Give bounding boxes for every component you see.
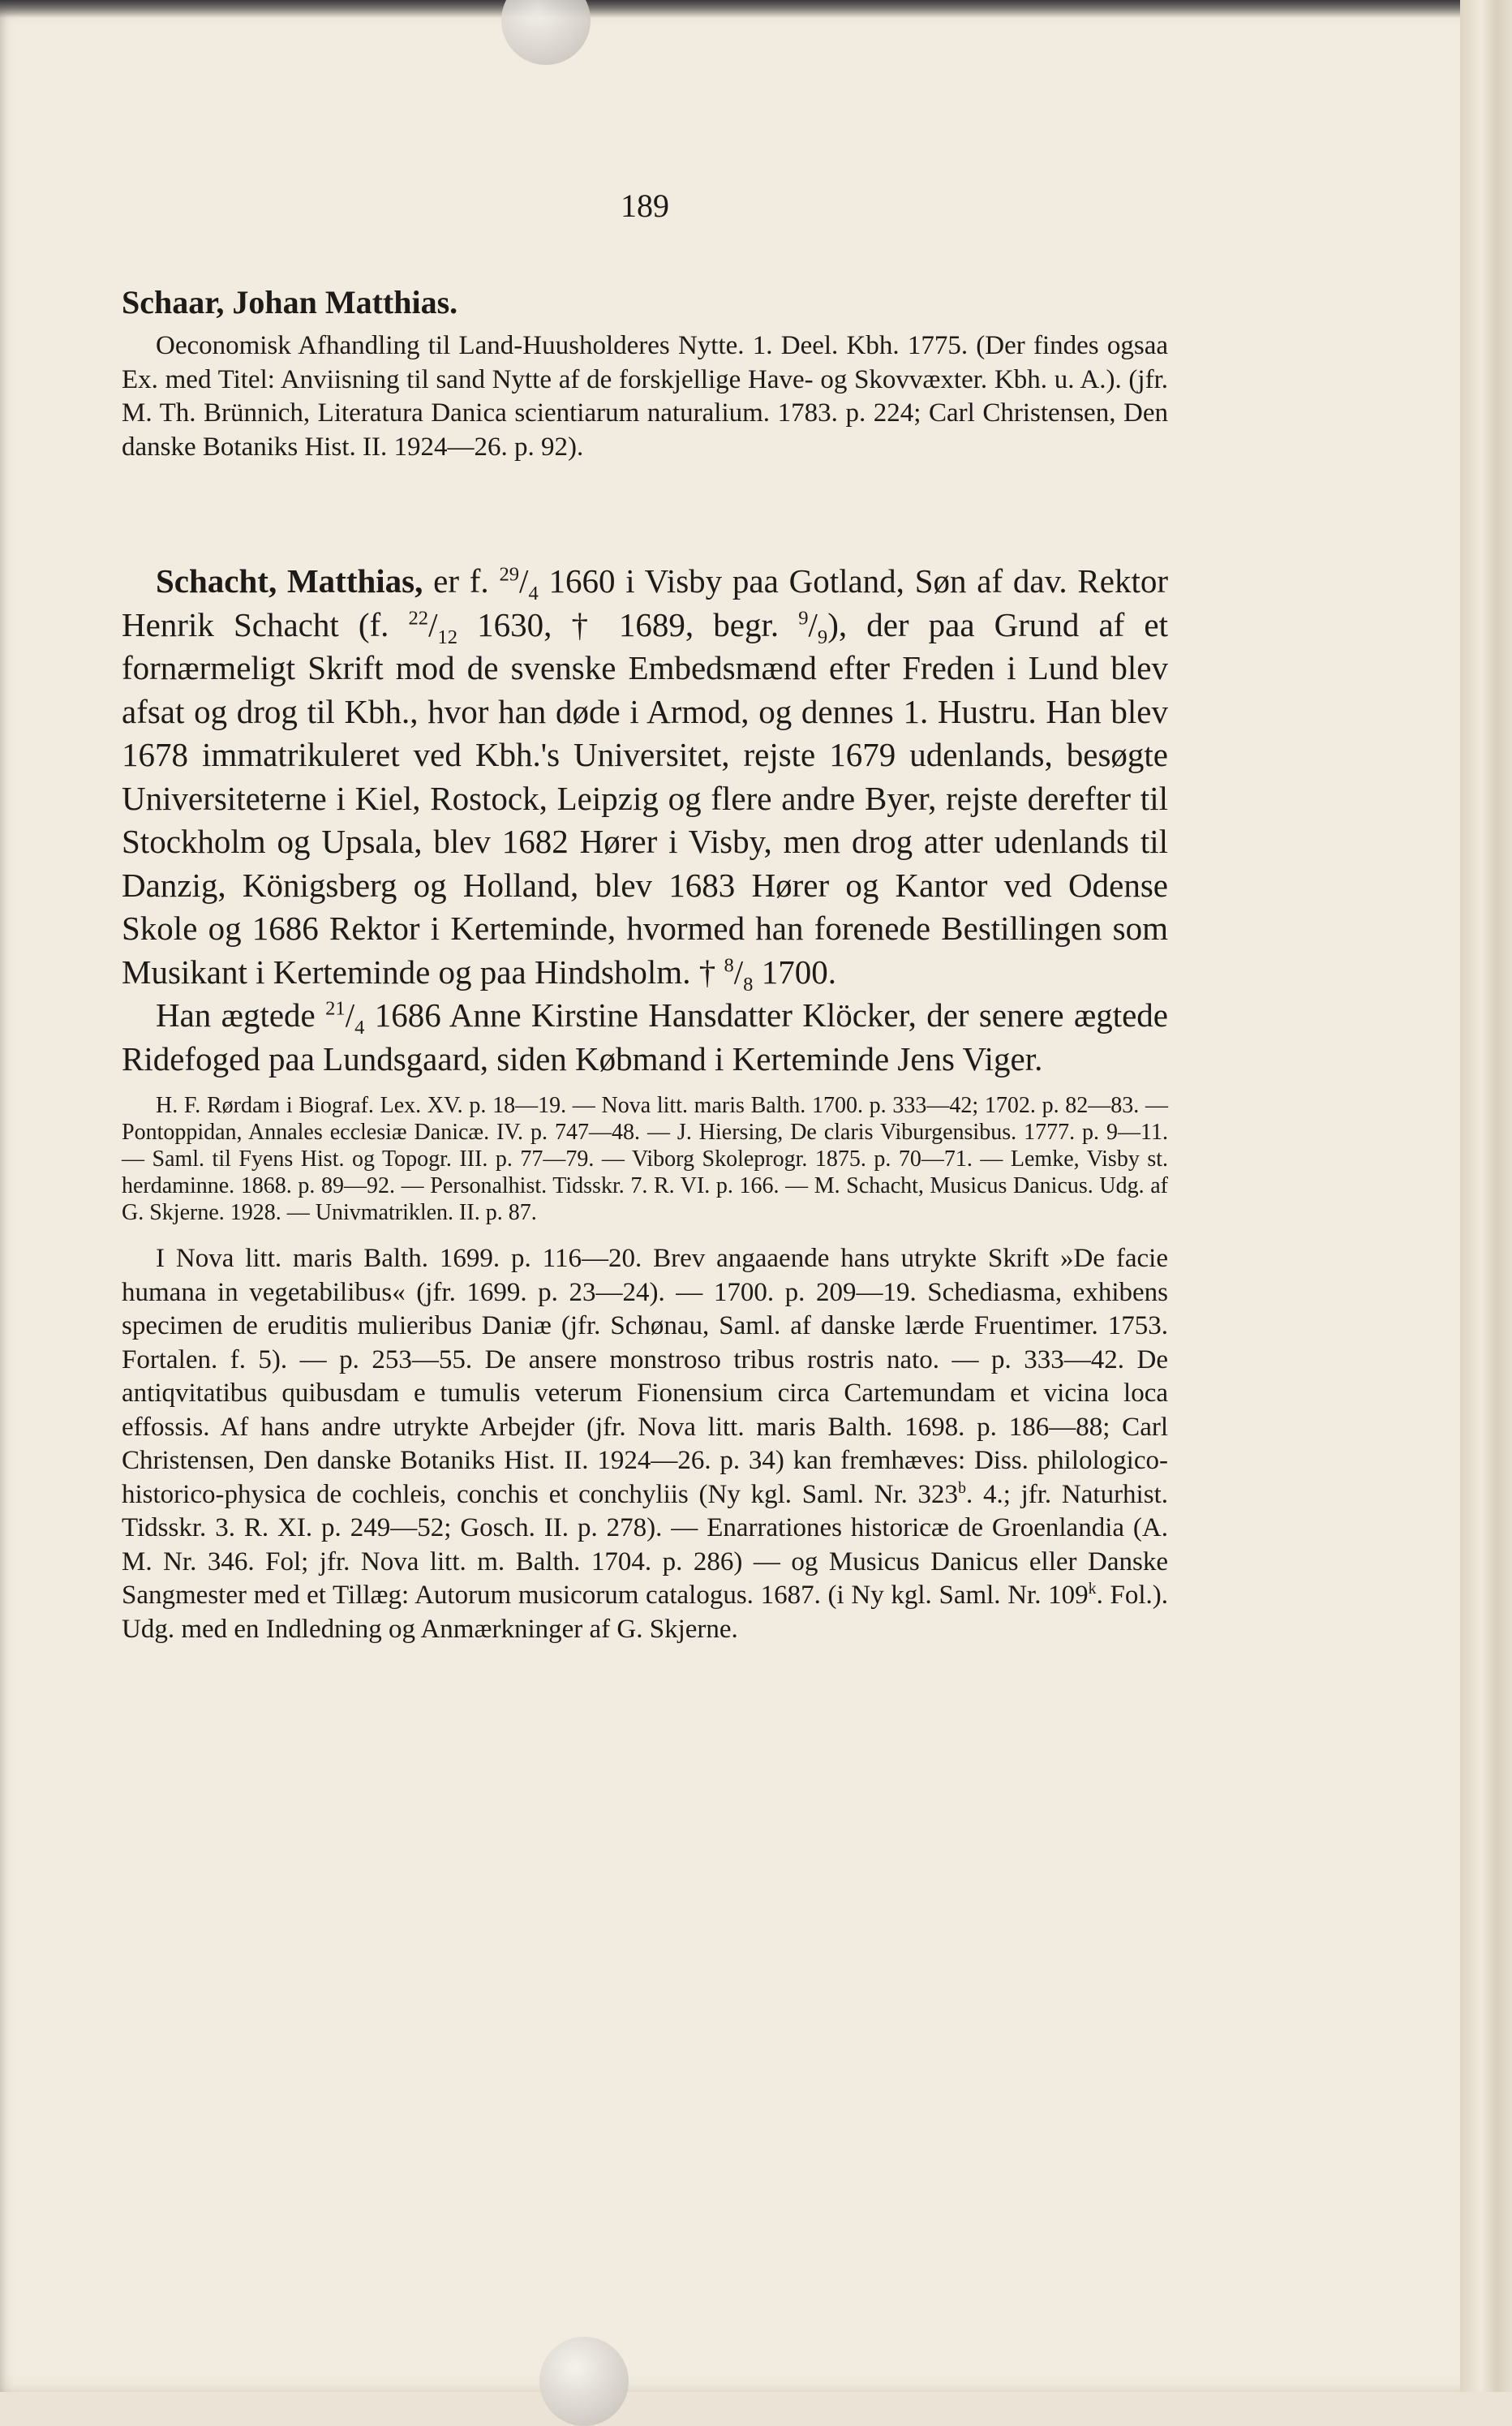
page-number: 189 xyxy=(621,187,669,224)
date-denominator: 9 xyxy=(817,626,828,648)
works-superscript: b xyxy=(958,1478,966,1497)
entry-heading-schaar: Schaar, Johan Matthias. xyxy=(122,284,458,320)
date-denominator: 4 xyxy=(354,1017,365,1039)
date-numerator: 21 xyxy=(325,997,346,1020)
date-denominator: 4 xyxy=(528,583,539,605)
marriage-paragraph: Han ægtede $^{21}/_4$ 1686 Anne Kirstine Hansdatter Klöcker, der senere ægtede Ridefoged paa Lundsgaard, siden Købmand i Kerteminde Jens Viger. xyxy=(122,996,1169,1078)
date-numerator: 8 xyxy=(724,953,734,976)
entry-text-schaar: Oeconomisk Afhandling til Land-Huusholderes Nytte. 1. Deel. Kbh. 1775. (Der findes ogsaa Ex. med Titel: Anviisning til sand Nytte af de forskjellige Have- og Skovvæxter. Kbh. u. A.). (jfr. M. Th. Brünnich, Literatura Danica scientiarum naturalium. 1783. p. 224; Carl Christensen, Den danske Botaniks Hist. II. 1924—26. p. 92). xyxy=(122,331,1168,462)
references-paragraph: H. F. Rørdam i Biograf. Lex. XV. p. 18—19. — Nova litt. maris Balth. 1700. p. 333—42; 1702. p. 82—83. — Pontoppidan, Annales ecclesiæ Danicæ. IV. p. 747—48. — J. Hiersing, De claris Viburgensibus. 1777. p. 9—11. — Saml. til Fyens Hist. og Topogr. III. p. 77—79. — Viborg Skoleprogr. 1875. p. 70—71. — Lemke, Visby st. herdaminne. 1868. p. 89—92. — Personalhist. Tidsskr. 7. R. VI. p. 166. — M. Schacht, Musicus Danicus. Udg. af G. Skjerne. 1928. — Univmatriklen. II. p. 87. xyxy=(122,1093,1168,1225)
bio-text: er f. xyxy=(433,562,489,600)
page-top-shadow xyxy=(0,0,1491,18)
entry-schaar xyxy=(122,282,1168,464)
date-numerator: 9 xyxy=(798,606,809,629)
marriage-text: Han ægtede xyxy=(156,996,316,1034)
bio-text: ), der paa Grund af et fornærmeligt Skrift mod de svenske Embedsmænd efter Freden i Lund blev afsat og drog til Kbh., hvor han døde i Armod, og dennes 1. Hustru. Han blev 1678 immatrikuleret ved Kbh.'s Universitet, rejste 1679 udenlands, besøgte Universiteterne i Kiel, Rostock, Leipzig og flere andre Byer, rejste derefter til Stockholm og Upsala, blev 1682 Hører i Visby, men drog atter udenlands til Danzig, Königsberg og Holland, blev 1683 Hører og Kantor ved Odense Skole og 1686 Rektor i Kerteminde, hvormed han forenede Bestillingen som Musikant i Kerteminde og paa Hindsholm. † xyxy=(122,605,1169,991)
binding-clip-top xyxy=(501,0,591,65)
book-edge xyxy=(1460,0,1512,2392)
works-text: I Nova litt. maris Balth. 1699. p. 116—20. Brev angaaende hans utrykte Skrift »De facie humana in vegetabilibus« (jfr. 1699. p. 23—24). — 1700. p. 209—19. Schediasma, exhibens specimen de eruditis mulieribus Daniæ (jfr. Schønau, Saml. af danske lærde Fruentimer. 1753. Fortalen. f. 5). — p. 253—55. De ansere monstroso tribus rostris nato. — p. 333—42. De antiqvitatibus quibusdam e tumulis veterum Fionensium circa Cartemundam et vicina loca effossis. Af hans andre utrykte Arbejder (jfr. Nova litt. maris Balth. 1698. p. 186—88; Carl Christensen, Den danske Botaniks Hist. II. 1924—26. p. 34) kan fremhæves: Diss. philologico-historico-physica de cochleis, conchis et conchyliis (Ny kgl. Saml. Nr. 323 xyxy=(122,1244,1168,1509)
works-paragraph xyxy=(122,1242,1168,1646)
marriage-text: 1686 Anne Kirstine Hansdatter Klöcker, der senere ægtede Ridefoged paa Lundsgaard, siden Købmand i Kerteminde Jens Viger. xyxy=(122,996,1169,1078)
bio-text: 1660 i Visby paa Gotland, Søn af dav. Rektor Henrik Schacht (f. xyxy=(122,562,1169,643)
bio-text: 1630, † 1689, begr. xyxy=(477,605,780,643)
works-superscript: k xyxy=(1088,1580,1097,1598)
biography-paragraph: Schacht, Matthias, er f. $^{29}/_4$ 1660 i Visby paa Gotland, Søn af dav. Rektor Henrik Schacht (f. $^{22}/_{12}$ 1630, † 1689, begr. $^9/_9$), der paa Grund af et fornærmeligt Skrift mod de svenske Embedsmænd efter Freden i Lund blev afsat og drog til Kbh., hvor han døde i Armod, og dennes 1. Hustru. Han blev 1678 immatrikuleret ved Kbh.'s Universitet, rejste 1679 udenlands, besøgte Universiteterne i Kiel, Rostock, Leipzig og flere andre Byer, rejste derefter til Stockholm og Upsala, blev 1682 Hører i Visby, men drog atter udenlands til Danzig, Königsberg og Holland, blev 1683 Hører og Kantor ved Odense Skole og 1686 Rektor i Kerteminde, hvormed han forenede Bestillingen som Musikant i Kerteminde og paa Hindsholm. † $^8/_8$ 1700. xyxy=(122,562,1169,996)
date-numerator: 22 xyxy=(408,606,429,629)
works-text: . Fol.). Udg. med en Indledning og Anmærkninger af G. Skjerne. xyxy=(122,1581,1168,1644)
works-text: . 4.; jfr. Naturhist. Tidsskr. 3. R. XI. p. 249—52; Gosch. II. p. 278). — Enarrationes historicæ de Groenlandia (A. M. Nr. 346. Fol; jfr. Nova litt. m. Balth. 1704. p. 286) — og Musicus Danicus eller Danske Sangmester med et Tillæg: Autorum musicorum catalogus. 1687. (i Ny kgl. Saml. Nr. 109 xyxy=(122,1479,1168,1610)
entry-schacht xyxy=(122,560,1168,1646)
bio-text: 1700. xyxy=(761,953,836,991)
date-denominator: 12 xyxy=(437,626,458,648)
date-denominator: 8 xyxy=(743,973,754,996)
date-numerator: 29 xyxy=(499,563,520,586)
entry-heading-schacht: Schacht, Matthias, xyxy=(156,562,423,600)
binding-clip-bottom xyxy=(539,2337,629,2426)
